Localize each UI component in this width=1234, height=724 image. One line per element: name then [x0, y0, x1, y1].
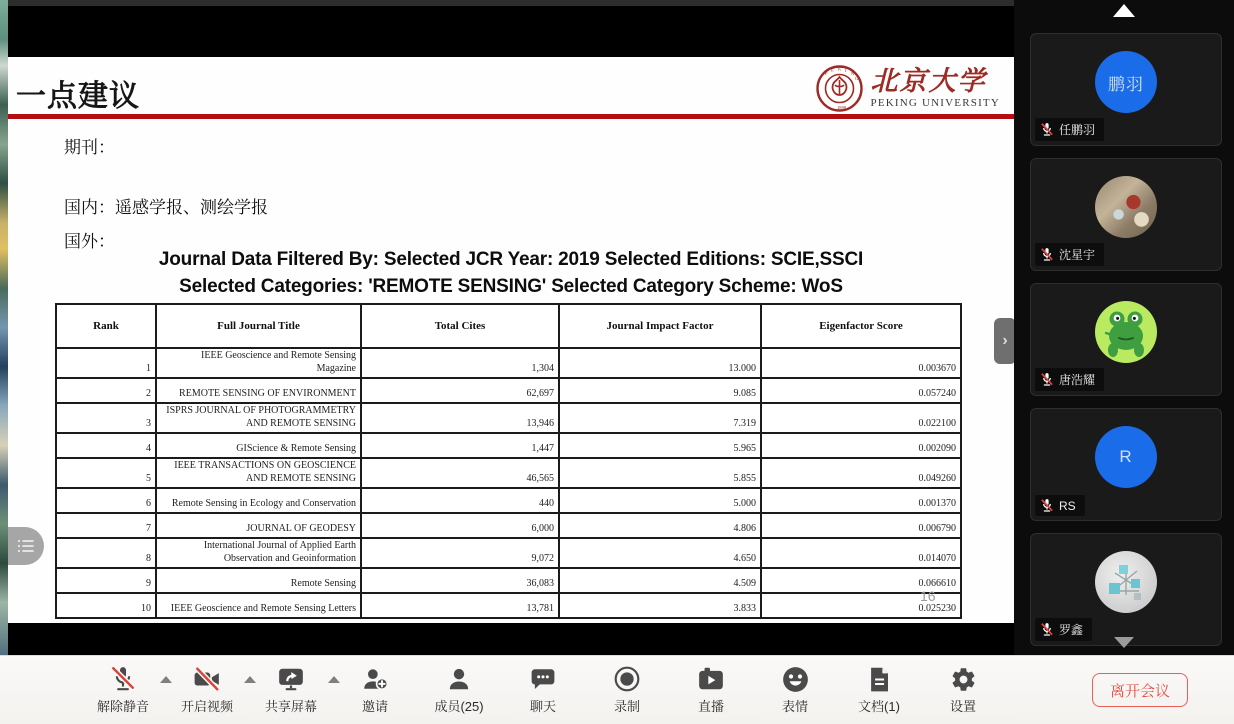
table-row: [56, 458, 961, 488]
table-column-header: Total Cites: [361, 304, 559, 348]
table-cell: 4.650: [559, 538, 761, 568]
table-cell: 0.014070: [761, 538, 961, 568]
toolbar-button-label: 共享屏幕: [264, 699, 317, 714]
presentation-slide: [8, 57, 1014, 623]
table-cell: 7.319: [559, 403, 761, 433]
table-cell: IEEE Geoscience and Remote Sensing Letters: [156, 593, 361, 618]
table-title-line2: Selected Categories: 'REMOTE SENSING' Selected Category Scheme: WoS: [179, 276, 843, 297]
toolbar-button-label: 直播: [697, 699, 724, 714]
table-row: [56, 488, 961, 513]
logo-english-text: PEKING UNIVERSITY: [870, 97, 1000, 109]
participant-name-tag: [1035, 495, 1085, 516]
table-cell: 6,000: [361, 513, 559, 538]
toolbar-button-live[interactable]: [681, 664, 741, 715]
slide-page-number: 16: [920, 588, 936, 604]
table-cell: 2: [56, 378, 156, 403]
table-title-line1: Journal Data Filtered By: Selected JCR Year: 2019 Selected Editions: SCIE,SSCI: [158, 249, 864, 270]
table-cell: 0.003670: [761, 348, 961, 378]
table-cell: 0.002090: [761, 433, 961, 458]
caret-up-icon[interactable]: [328, 676, 340, 683]
toolbar-items: [93, 664, 1017, 715]
chat-icon: [530, 664, 556, 694]
frog-avatar-image: [1099, 305, 1153, 359]
table-cell: 5.855: [559, 458, 761, 488]
journal-table: [55, 303, 962, 619]
svg-text:K: K: [837, 66, 841, 72]
table-cell: JOURNAL OF GEODESY: [156, 513, 361, 538]
table-cell: 0.022100: [761, 403, 961, 433]
table-cell: 3: [56, 403, 156, 433]
svg-text:P: P: [824, 71, 828, 76]
settings-icon: [950, 664, 977, 694]
participant-name-tag: [1035, 118, 1104, 141]
table-cell: 4: [56, 433, 156, 458]
toolbar-button-label: 文档(1): [858, 699, 900, 714]
table-column-header: Eigenfactor Score: [761, 304, 961, 348]
table-cell: 0.049260: [761, 458, 961, 488]
svg-text:1898: 1898: [836, 105, 846, 110]
avatar-initials: 鹏羽: [1108, 74, 1144, 94]
caret-up-icon[interactable]: [160, 676, 172, 683]
table-cell: 4.509: [559, 568, 761, 593]
table-cell: 8: [56, 538, 156, 568]
table-column-header: Rank: [56, 304, 156, 348]
toolbar-button-share-screen[interactable]: [261, 664, 321, 715]
docs-icon: [867, 664, 891, 694]
scroll-up-arrow-icon[interactable]: [1113, 4, 1135, 17]
participant-tile[interactable]: [1030, 408, 1222, 521]
toolbar-button-label: 聊天: [529, 699, 556, 714]
table-cell: 7: [56, 513, 156, 538]
toolbar-button-label: 录制: [613, 699, 640, 714]
toolbar-button-label: 邀请: [361, 699, 388, 714]
toolbar-button-chat[interactable]: [513, 664, 573, 715]
participant-tile[interactable]: [1030, 33, 1222, 146]
emoji-icon: [782, 664, 809, 694]
scroll-down-arrow-icon[interactable]: [1114, 637, 1134, 648]
toolbar-button-invite[interactable]: [345, 664, 405, 715]
slide-title: 一点建议: [16, 80, 140, 113]
participants-sidebar: [1014, 0, 1234, 655]
slide-text-foreign: 国外：: [64, 232, 115, 251]
toolbar-button-mic-muted[interactable]: [93, 664, 153, 715]
table-cell: 1,447: [361, 433, 559, 458]
table-cell: 9,072: [361, 538, 559, 568]
mic-muted-icon: [1040, 622, 1054, 637]
participant-name-tag: [1035, 618, 1092, 641]
slide-divider-line: [8, 114, 1014, 119]
table-row: [56, 378, 961, 403]
mic-muted-icon: [110, 664, 136, 694]
table-cell: 10: [56, 593, 156, 618]
avatar: [1095, 51, 1157, 113]
svg-text:I: I: [844, 67, 847, 73]
table-column-header: Journal Impact Factor: [559, 304, 761, 348]
caret-up-icon[interactable]: [244, 676, 256, 683]
avatar: [1095, 176, 1157, 238]
slide-text-journal: 期刊：: [64, 138, 115, 157]
svg-text:G: G: [854, 76, 858, 81]
meeting-toolbar: [0, 655, 1234, 724]
leave-meeting-button[interactable]: 离开会议: [1092, 673, 1188, 707]
table-cell: 5.965: [559, 433, 761, 458]
table-row: [56, 403, 961, 433]
peking-university-logo: [816, 65, 1000, 112]
table-cell: 36,083: [361, 568, 559, 593]
svg-text:N: N: [850, 71, 854, 76]
table-row: [56, 568, 961, 593]
table-cell: Remote Sensing in Ecology and Conservation: [156, 488, 361, 513]
table-cell: 1,304: [361, 348, 559, 378]
sidebar-collapse-handle[interactable]: [994, 318, 1016, 364]
table-cell: IEEE Geoscience and Remote Sensing Magazine: [156, 348, 361, 378]
camera-off-icon: [193, 664, 221, 694]
table-cell: 0.001370: [761, 488, 961, 513]
logo-chinese-text: 北京大学: [870, 66, 987, 96]
live-icon: [697, 664, 725, 694]
toolbar-button-label: 解除静音: [96, 699, 149, 714]
table-cell: 1: [56, 348, 156, 378]
toolbar-button-emoji[interactable]: [765, 664, 825, 715]
participant-name: 罗鑫: [1059, 623, 1084, 637]
desktop-edge-sliver: [0, 0, 8, 655]
participant-tile[interactable]: [1030, 158, 1222, 271]
table-column-header: Full Journal Title: [156, 304, 361, 348]
table-cell: 6: [56, 488, 156, 513]
table-cell: International Journal of Applied Earth Observation and Geoinformation: [156, 538, 361, 568]
table-cell: REMOTE SENSING OF ENVIRONMENT: [156, 378, 361, 403]
avatar-initials: R: [1119, 447, 1133, 466]
toolbar-button-docs[interactable]: [849, 664, 909, 715]
participant-name: RS: [1059, 498, 1076, 513]
toolbar-button-label: 成员(25): [434, 699, 484, 714]
avatar: [1095, 426, 1157, 488]
table-cell: 13,781: [361, 593, 559, 618]
table-cell: 13.000: [559, 348, 761, 378]
toolbar-button-label: 开启视频: [180, 699, 233, 714]
table-cell: 46,565: [361, 458, 559, 488]
participant-name: 沈星宇: [1059, 248, 1096, 262]
table-cell: 3.833: [559, 593, 761, 618]
mic-muted-icon: [1040, 247, 1054, 262]
table-cell: 440: [361, 488, 559, 513]
table-cell: 0.057240: [761, 378, 961, 403]
table-cell: 0.066610: [761, 568, 961, 593]
table-row: [56, 348, 961, 378]
journal-table-header-row: [56, 304, 961, 348]
avatar: [1095, 301, 1157, 363]
table-cell: 5: [56, 458, 156, 488]
table-row: [56, 593, 961, 618]
toolbar-button-members[interactable]: [429, 664, 489, 715]
table-row: [56, 433, 961, 458]
table-cell: 0.006790: [761, 513, 961, 538]
table-row: [56, 513, 961, 538]
table-cell: 4.806: [559, 513, 761, 538]
share-top-strip: [8, 0, 1014, 6]
chevron-right-icon: ›: [1002, 332, 1008, 349]
toolbar-button-record[interactable]: [597, 664, 657, 715]
toolbar-button-camera-off[interactable]: [177, 664, 237, 715]
members-icon: [446, 664, 472, 694]
table-row: [56, 538, 961, 568]
toolbar-button-label: 表情: [781, 699, 808, 714]
participant-tiles: [1030, 33, 1222, 655]
mic-muted-icon: [1040, 372, 1054, 387]
toolbar-button-label: 设置: [949, 699, 976, 714]
table-cell: 9.085: [559, 378, 761, 403]
peking-university-seal-icon: [816, 65, 863, 112]
toolbar-button-settings[interactable]: [933, 664, 993, 715]
mic-muted-icon: [1040, 122, 1054, 137]
invite-icon: [361, 664, 389, 694]
cubes-avatar-image: [1101, 557, 1151, 607]
participant-name: 唐浩耀: [1059, 373, 1096, 387]
list-icon: [17, 538, 35, 554]
table-cell: 9: [56, 568, 156, 593]
svg-text:E: E: [830, 67, 834, 73]
avatar: [1095, 551, 1157, 613]
table-cell: 0.025230: [761, 593, 961, 618]
participant-tile[interactable]: [1030, 533, 1222, 646]
table-cell: ISPRS JOURNAL OF PHOTOGRAMMETRY AND REMOTE SENSING: [156, 403, 361, 433]
table-cell: 62,697: [361, 378, 559, 403]
shared-screen-view: [8, 0, 1014, 655]
participant-name-tag: [1035, 368, 1104, 391]
table-cell: IEEE TRANSACTIONS ON GEOSCIENCE AND REMOTE SENSING: [156, 458, 361, 488]
participant-tile[interactable]: [1030, 283, 1222, 396]
table-cell: 13,946: [361, 403, 559, 433]
slide-text-domestic: 国内：遥感学报、测绘学报: [64, 198, 268, 217]
table-cell: GIScience & Remote Sensing: [156, 433, 361, 458]
table-cell: Remote Sensing: [156, 568, 361, 593]
record-icon: [613, 664, 641, 694]
table-cell: 5.000: [559, 488, 761, 513]
mic-muted-icon: [1040, 498, 1054, 513]
participant-name: 任鹏羽: [1059, 123, 1096, 137]
participant-name-tag: [1035, 243, 1104, 266]
share-screen-icon: [277, 664, 305, 694]
